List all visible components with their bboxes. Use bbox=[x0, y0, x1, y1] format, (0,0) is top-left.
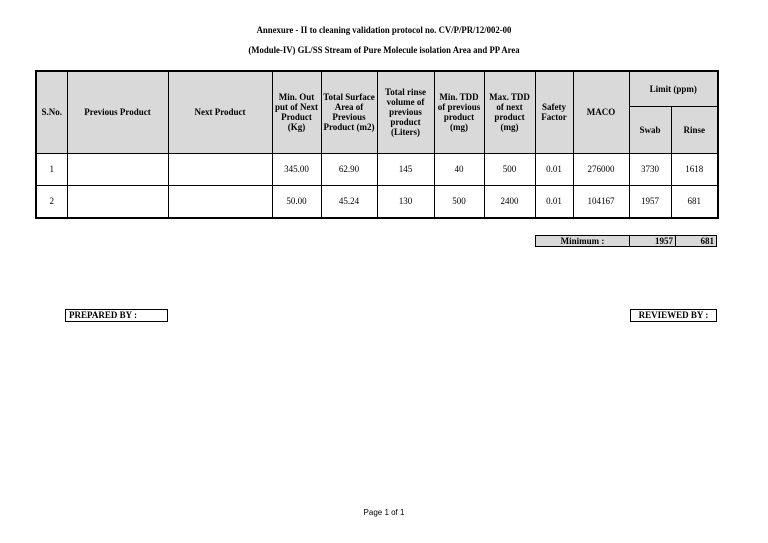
minimum-rinse: 681 bbox=[700, 236, 714, 246]
header-sno: S.No. bbox=[36, 71, 67, 153]
cell-min-tdd: 40 bbox=[434, 153, 484, 185]
document-title: Annexure - II to cleaning validation protocol no. CV/P/PR/12/002-00 bbox=[256, 26, 512, 36]
cell-min-output: 345.00 bbox=[272, 153, 321, 185]
cell-rinse-volume: 130 bbox=[377, 185, 434, 218]
cell-maco: 104167 bbox=[573, 185, 629, 218]
cell-rinse-volume: 145 bbox=[377, 153, 434, 185]
header-min-tdd: Min. TDD of previous product (mg) bbox=[434, 71, 484, 153]
cell-rinse: 681 bbox=[671, 185, 718, 218]
document-subtitle: (Module-IV) GL/SS Stream of Pure Molecule isolation Area and PP Area bbox=[248, 46, 520, 56]
header-limit: Limit (ppm) bbox=[629, 71, 718, 106]
cell-min-output: 50.00 bbox=[272, 185, 321, 218]
cell-sno: 2 bbox=[36, 185, 67, 218]
cell-max-tdd: 500 bbox=[484, 153, 535, 185]
table-row bbox=[36, 185, 718, 218]
header-safety-factor: Safety Factor bbox=[535, 71, 573, 153]
header-rinse: Rinse bbox=[671, 106, 718, 153]
cell-swab: 3730 bbox=[629, 153, 671, 185]
minimum-row bbox=[535, 235, 717, 247]
cell-maco: 276000 bbox=[573, 153, 629, 185]
cell-previous-product bbox=[67, 185, 168, 218]
header-min-output: Min. Out put of Next Product (Kg) bbox=[272, 71, 321, 153]
header-max-tdd: Max. TDD of next product (mg) bbox=[484, 71, 535, 153]
table-row bbox=[36, 153, 718, 185]
header-rinse-volume: Total rinse volume of previous product (Liters) bbox=[377, 71, 434, 153]
validation-table bbox=[35, 70, 719, 219]
cell-safety-factor: 0.01 bbox=[535, 153, 573, 185]
reviewed-by-box: REVIEWED BY : bbox=[630, 309, 717, 322]
cell-next-product bbox=[168, 153, 272, 185]
cell-safety-factor: 0.01 bbox=[535, 185, 573, 218]
header-next-product: Next Product bbox=[168, 71, 272, 153]
cell-surface-area: 45.24 bbox=[321, 185, 377, 218]
header-swab: Swab bbox=[629, 106, 671, 153]
cell-rinse: 1618 bbox=[671, 153, 718, 185]
header-surface-area: Total Surface Area of Previous Product (m2) bbox=[321, 71, 377, 153]
header-previous-product: Previous Product bbox=[67, 71, 168, 153]
minimum-label: Minimum : bbox=[536, 236, 630, 246]
page-number: Page 1 of 1 bbox=[363, 508, 405, 517]
cell-swab: 1957 bbox=[629, 185, 671, 218]
header-maco: MACO bbox=[573, 71, 629, 153]
cell-previous-product bbox=[67, 153, 168, 185]
cell-min-tdd: 500 bbox=[434, 185, 484, 218]
cell-max-tdd: 2400 bbox=[484, 185, 535, 218]
cell-surface-area: 62.90 bbox=[321, 153, 377, 185]
cell-next-product bbox=[168, 185, 272, 218]
minimum-swab: 1957 bbox=[630, 236, 676, 246]
prepared-by-box: PREPARED BY : bbox=[65, 309, 168, 322]
cell-sno: 1 bbox=[36, 153, 67, 185]
